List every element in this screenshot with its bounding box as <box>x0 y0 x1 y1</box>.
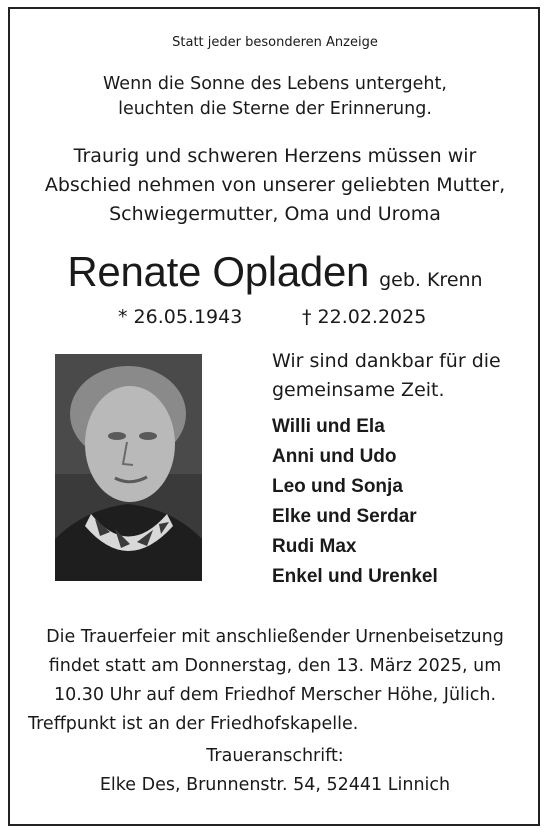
death-date: † 22.02.2025 <box>302 306 427 328</box>
birth-date: * 26.05.1943 <box>118 306 243 328</box>
intro-line-2: Abschied nehmen von unserer geliebten Mutter, <box>44 174 506 196</box>
address-value: Elke Des, Brunnenstr. 54, 52441 Linnich <box>99 775 451 795</box>
family-member: Anni und Udo <box>272 446 397 467</box>
deceased-name: Renate Opladen <box>67 248 370 295</box>
family-member: Leo und Sonja <box>272 476 403 497</box>
intro-line-1: Traurig und schweren Herzens müssen wir <box>73 145 477 167</box>
quote-line-1: Wenn die Sonne des Lebens untergeht, <box>103 74 447 94</box>
funeral-line-2: findet statt am Donnerstag, den 13. März 2025, um <box>48 656 502 676</box>
address-label: Traueranschrift: <box>206 746 344 766</box>
deceased-name-row <box>0 248 550 296</box>
portrait-illustration <box>55 354 202 581</box>
intro-line-3: Schwiegermutter, Oma und Uroma <box>109 203 441 225</box>
thanks-line-2: gemeinsame Zeit. <box>272 379 445 401</box>
birth-name: geb. Krenn <box>379 269 483 291</box>
family-member: Elke und Serdar <box>272 506 417 527</box>
family-member: Enkel und Urenkel <box>272 566 438 587</box>
header-note: Statt jeder besonderen Anzeige <box>172 35 378 50</box>
funeral-line-3: 10.30 Uhr auf dem Friedhof Merscher Höhe, Jülich. <box>53 685 497 705</box>
family-member: Willi und Ela <box>272 416 385 437</box>
funeral-line-4: Treffpunkt ist an der Friedhofskapelle. <box>28 714 359 734</box>
family-member: Rudi Max <box>272 536 357 557</box>
thanks-line-1: Wir sind dankbar für die <box>272 350 501 372</box>
portrait-photo <box>55 354 202 581</box>
quote-line-2: leuchten die Sterne der Erinnerung. <box>118 99 432 119</box>
funeral-line-1: Die Trauerfeier mit anschließender Urnenbeisetzung <box>46 627 504 647</box>
